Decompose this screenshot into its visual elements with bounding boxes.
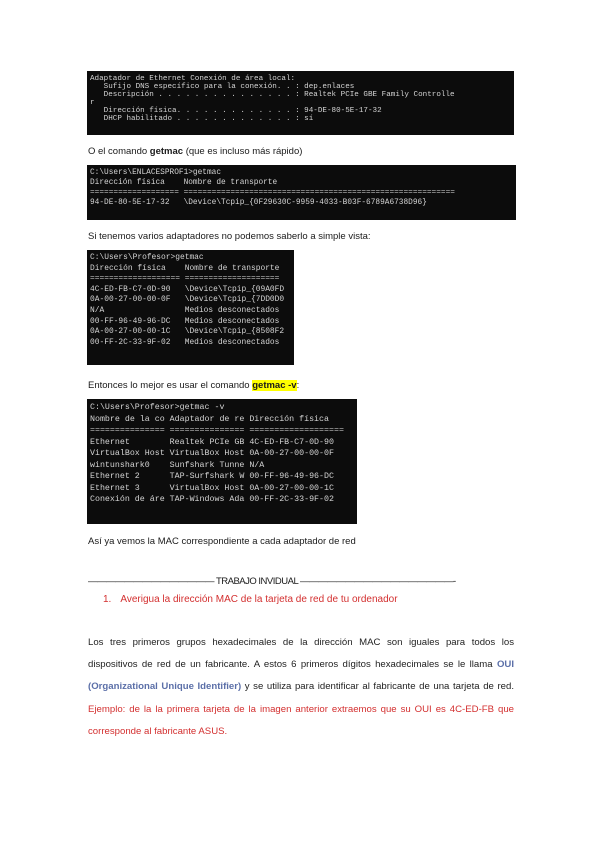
caption-getmac-v: Entonces lo mejor es usar el comando getmac -v: xyxy=(88,380,300,391)
terminal-line: C:\Users\Profesor>getmac xyxy=(90,253,204,262)
terminal-line: DHCP habilitado . . . . . . . . . . . . . : sí xyxy=(90,115,314,124)
terminal-getmac-single xyxy=(87,165,516,220)
terminal-line: Ethernet Realtek PCIe GB 4C-ED-FB-C7-0D-90 xyxy=(90,437,334,447)
terminal-line: 00-FF-2C-33-9F-02 Medios desconectados xyxy=(90,337,280,347)
command-getmac: getmac xyxy=(149,146,184,157)
terminal-line: N/A Medios desconectados xyxy=(90,305,280,315)
section-heading: —————————————— TRABAJO INVIDUAL —————————————————- xyxy=(88,576,456,587)
terminal-line: r xyxy=(90,99,95,108)
terminal-getmac-multiple xyxy=(87,250,294,365)
terminal-line: Dirección física Nombre de transporte xyxy=(90,263,280,273)
task-item xyxy=(103,594,398,605)
oui-term: OUI (Organizational Unique Identifier) xyxy=(88,659,514,693)
task-text: Averigua la dirección MAC de la tarjeta de red de tu ordenador xyxy=(120,594,398,605)
terminal-line: VirtualBox Host VirtualBox Host 0A-00-27-00-00-0F xyxy=(90,449,334,458)
terminal-line: Descripción . . . . . . . . . . . . . . . : Realtek PCIe GBE Family Controlle xyxy=(90,91,455,100)
task-number: 1. xyxy=(103,594,112,605)
terminal-line: Ethernet 3 VirtualBox Host 0A-00-27-00-00-1C xyxy=(90,483,334,493)
explanation-paragraph: Los tres primeros grupos hexadecimales de la dirección MAC son iguales para todos los dispositivos de red de un fabricante. A estos 6 primeros dígitos hexadecimales se le llama OUI (Organizational Unique Identifier) y se utiliza para identificar al fabricante de una tarjeta de red. Ejemplo: de la la primera tarjeta de la imagen anterior extraemos que su OUI es 4C-ED-FB que corresponde al fabricante ASUS. xyxy=(88,637,514,737)
terminal-line: Nombre de la co Adaptador de re Dirección física xyxy=(90,414,329,424)
terminal-line: 0A-00-27-00-00-0F \Device\Tcpip_{7DD0D0 xyxy=(90,295,285,305)
terminal-line: =============== =============== =================== xyxy=(90,426,344,435)
terminal-ipconfig xyxy=(87,71,514,135)
terminal-line: Conexión de áre TAP-Windows Ada 00-FF-2C-33-9F-02 xyxy=(90,495,334,504)
terminal-line: Dirección física Nombre de transporte xyxy=(90,179,278,187)
terminal-line: Adaptador de Ethernet Conexión de área local: xyxy=(90,75,296,83)
example-text: Ejemplo: de la la primera tarjeta de la imagen anterior extraemos que su OUI es 4C-ED-FB que corresponde al fabricante ASUS. xyxy=(88,703,514,737)
terminal-line: 0A-00-27-00-00-1C \Device\Tcpip_{8508F2 xyxy=(90,327,285,337)
terminal-line: C:\Users\ENLACESPROF1>getmac xyxy=(90,169,222,177)
terminal-line: C:\Users\Profesor>getmac -v xyxy=(90,403,225,412)
terminal-line: Ethernet 2 TAP-Surfshark W 00-FF-96-49-96-DC xyxy=(90,472,334,481)
terminal-getmac-verbose xyxy=(87,399,357,524)
caption-multiple-adapters: Si tenemos varios adaptadores no podemos saberlo a simple vista: xyxy=(88,231,371,242)
terminal-line: 00-FF-96-49-96-DC Medios desconectados xyxy=(90,316,280,326)
caption-mac-per-adapter: Así ya vemos la MAC correspondiente a cada adaptador de red xyxy=(88,536,356,547)
command-getmac-v: getmac -v xyxy=(252,380,297,391)
caption-getmac: O el comando getmac (que es incluso más rápido) xyxy=(88,146,303,157)
terminal-line: 4C-ED-FB-C7-0D-90 \Device\Tcpip_{09A0FD xyxy=(90,284,285,294)
terminal-line: Dirección física. . . . . . . . . . . . . : 94-DE-80-5E-17-32 xyxy=(90,107,382,116)
terminal-line: 94-DE-80-5E-17-32 \Device\Tcpip_{0F29630C-9959-4033-B03F-6789A6738D96} xyxy=(90,199,427,207)
terminal-line: wintunshark0 Sunfshark Tunne N/A xyxy=(90,460,265,470)
terminal-line: =================== ==================== xyxy=(90,274,280,284)
terminal-line: =================== ========================================================== xyxy=(90,189,455,197)
terminal-line: Sufijo DNS específico para la conexión. . : dep.enlaces xyxy=(90,83,355,92)
